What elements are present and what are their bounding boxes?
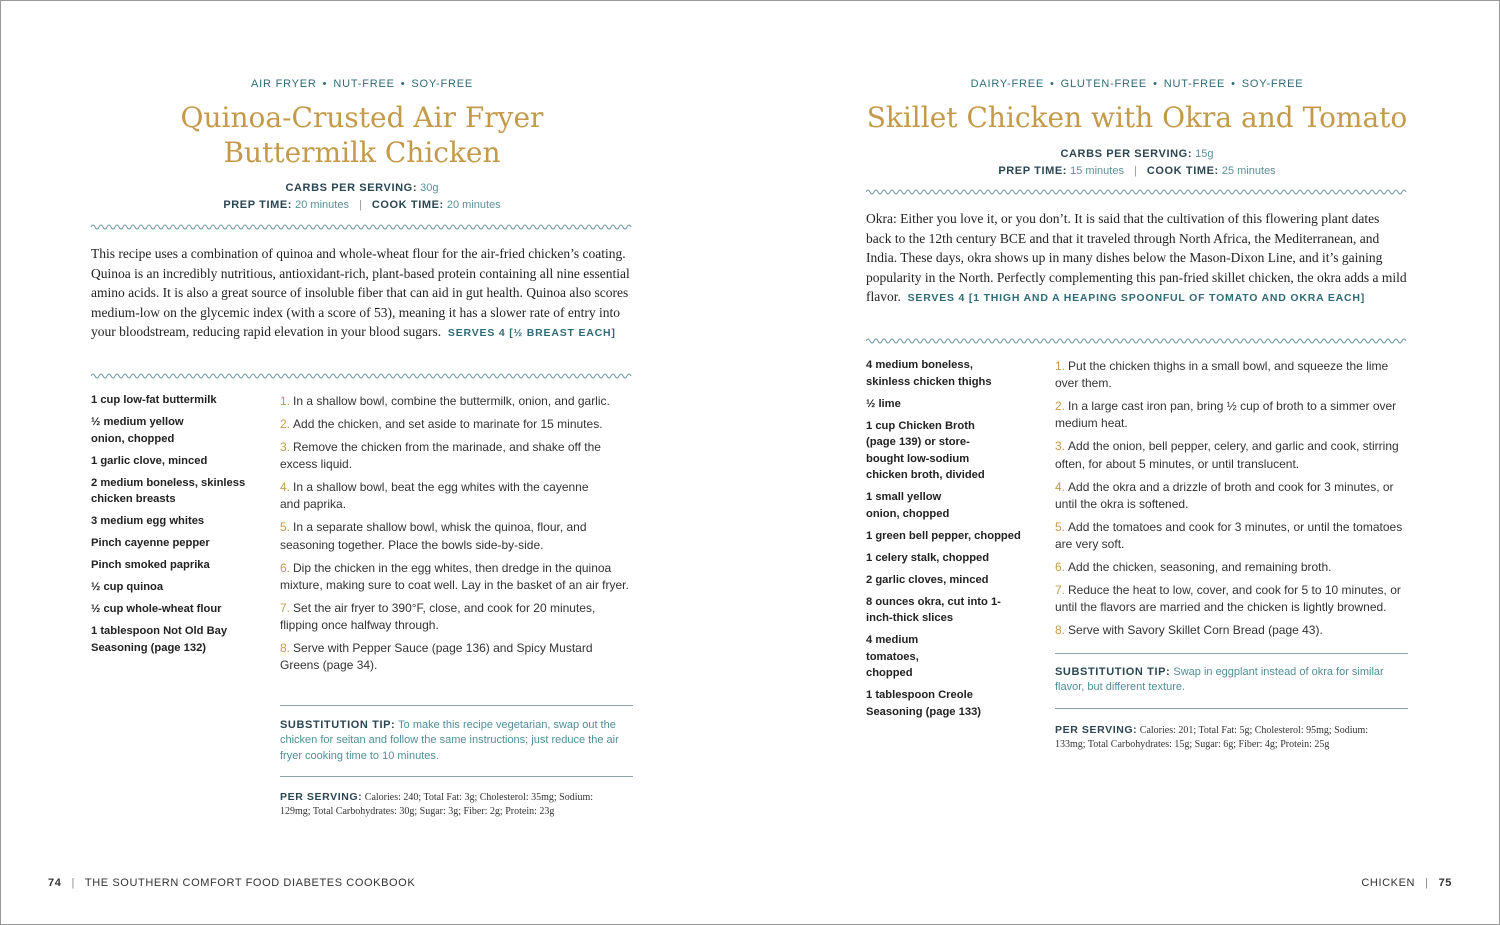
cook-label: COOK TIME: (371, 199, 444, 211)
step-item: 7. Set the air fryer to 390°F, close, and cook for 20 minutes, flipping once halfway through. (280, 600, 596, 633)
step-item: 6. Add the chicken, seasoning, and remaining broth. (1055, 560, 1332, 575)
left-intro (91, 244, 633, 344)
divider-rule (1055, 708, 1408, 709)
right-substitution-tip (1055, 665, 1408, 696)
right-footer: CHICKEN | 75 (1361, 877, 1452, 889)
divider-rule (280, 776, 633, 777)
ingredient-item: ½ cup quinoa (91, 581, 164, 593)
cook-label: COOK TIME: (1146, 165, 1219, 177)
title-line: Skillet Chicken with Okra and Tomato (866, 101, 1408, 134)
ingredient-item: Pinch smoked paprika (91, 559, 210, 571)
carbs-value: 30g (420, 182, 439, 194)
tip-text: Swap in eggplant instead of okra for similar flavor, but different texture. (1055, 666, 1384, 694)
step-item: 2. In a large cast iron pan, bring ½ cup of broth to a simmer over medium heat. (1055, 399, 1397, 431)
left-nutrition (280, 791, 600, 818)
right-ingredients-list (866, 357, 1031, 726)
left-footer: 74 | THE SOUTHERN COMFORT FOOD DIABETES COOKBOOK (48, 877, 416, 889)
ingredient-item: 2 medium boneless, skinless chicken breasts (91, 476, 246, 505)
left-steps-list (280, 393, 633, 680)
step-item: 3. Remove the chicken from the marinade, and shake off the excess liquid. (280, 440, 601, 472)
ingredient-item: 1 celery stalk, chopped (866, 551, 990, 564)
left-page (91, 0, 633, 925)
ingredient-item: 1 tablespoon Creole Seasoning (page 133) (866, 689, 982, 718)
left-recipe-title (91, 100, 633, 170)
step-item: 7. Reduce the heat to low, cover, and cook for 5 to 10 minutes, or until the flavors are married and the chicken is lightly browned. (1055, 583, 1401, 615)
per-serving-label: PER SERVING: (280, 791, 363, 803)
serves-info: SERVES 4 [1 THIGH AND A HEAPING SPOONFUL OF TOMATO AND OKRA EACH] (907, 292, 1366, 304)
wave-divider (91, 223, 633, 231)
step-item: 8. Serve with Pepper Sauce (page 136) and Spicy Mustard Greens (page 34). (280, 641, 593, 673)
tip-label: SUBSTITUTION TIP: (280, 719, 396, 731)
ingredient-item: 8 ounces okra, cut into 1-inch-thick slices (866, 595, 1001, 624)
step-item: 4. In a shallow bowl, beat the egg whites with the cayenne and paprika. (280, 480, 589, 512)
serves-info: SERVES 4 [½ BREAST EACH] (447, 327, 616, 339)
nutrition-text: Calories: 201; Total Fat: 5g; Cholesterol: 95mg; Sodium: 133mg; Total Carbohydrates: 15g; Sugar: 6g; Fiber: 4g; Protein: 25g (1055, 725, 1369, 750)
right-recipe-title (866, 100, 1408, 135)
ingredient-item: 3 medium egg whites (91, 515, 205, 527)
prep-value: 15 minutes (1070, 165, 1124, 177)
step-item: 6. Dip the chicken in the egg whites, then dredge in the quinoa mixture, making sure to coat well. Lay in the basket of an air fryer. (280, 560, 629, 592)
ingredient-item: 1 cup Chicken Broth (page 139) or store-bought low-sodium chicken broth, divided (866, 419, 985, 481)
right-intro (866, 209, 1408, 309)
carbs-label: CARBS PER SERVING: (1060, 148, 1193, 160)
page-number: 74 (48, 877, 62, 889)
step-item: 4. Add the okra and a drizzle of broth and cook for 3 minutes, or until the okra is softened. (1055, 479, 1394, 511)
step-item: 1. Put the chicken thighs in a small bowl, and squeeze the lime over them. (1055, 359, 1389, 391)
intro-text: This recipe uses a combination of quinoa and whole-wheat flour for the air-fried chicken’s coating. Quinoa is an incredibly nutritious, antioxidant-rich, plant-based protein containing all nine essential amino acids. It is also a great source of insoluble fiber that can aid in gut health. Quinoa also scores medium-low on the glycemic index (with a score of 53), meaning it has a slower rate of entry into your bloodstream, reducing rapid elevation in your blood sugars. (91, 246, 630, 339)
ingredient-item: 1 small yellow onion, chopped (866, 491, 950, 520)
step-item: 5. In a separate shallow bowl, whisk the quinoa, flour, and seasoning together. Place the bowls side-by-side. (280, 520, 587, 552)
carbs-value: 15g (1195, 148, 1214, 160)
cook-value: 25 minutes (1221, 165, 1276, 177)
right-nutrition (1055, 724, 1400, 751)
ingredient-item: 1 green bell pepper, chopped (866, 529, 1021, 542)
step-item: 5. Add the tomatoes and cook for 3 minutes, or until the tomatoes are very soft. (1055, 519, 1403, 552)
ingredient-item: ½ cup whole-wheat flour (91, 603, 222, 615)
ingredient-item: ½ medium yellow onion, chopped (91, 416, 184, 445)
ingredient-item: 1 tablespoon Not Old Bay Seasoning (page 132) (91, 625, 228, 654)
intro-text: Okra: Either you love it, or you don’t. It is said that the cultivation of this flowering plant dates back to the 12th century BCE and that it traveled through North Africa, the Mediterranean, and India. These days, okra shows up in many dishes below the Mason-Dixon Line, and it’s gaining popularity in the North. Perfectly complementing this pan-fried skillet chicken, the okra adds a mild flavor. (866, 211, 1407, 304)
title-line: Buttermilk Chicken (223, 136, 501, 169)
per-serving-label: PER SERVING: (1055, 724, 1138, 736)
right-page (866, 0, 1408, 925)
tag: SOY-FREE (411, 78, 474, 90)
cook-value: 20 minutes (446, 199, 501, 211)
wave-divider (866, 337, 1408, 345)
page-number: 75 (1438, 877, 1452, 889)
ingredient-item: 2 garlic cloves, minced (866, 573, 989, 586)
title-line: Quinoa-Crusted Air Fryer (180, 101, 544, 134)
prep-label: PREP TIME: (998, 165, 1068, 177)
right-diet-tags: DAIRY-FREE • GLUTEN-FREE • NUT-FREE • SOY-FREE (970, 78, 1304, 90)
tag: NUT-FREE (1163, 78, 1226, 90)
left-recipe-meta: CARBS PER SERVING: 30g PREP TIME: 20 minutes | COOK TIME: 20 minutes (223, 182, 501, 211)
tag: SOY-FREE (1241, 78, 1304, 90)
tag: AIR FRYER (250, 78, 317, 90)
step-item: 8. Serve with Savory Skillet Corn Bread (page 43). (1055, 623, 1323, 638)
ingredient-item: ½ lime (866, 397, 901, 410)
section-name: CHICKEN (1361, 877, 1416, 889)
tag: DAIRY-FREE (970, 78, 1044, 90)
ingredient-item: 1 cup low-fat buttermilk (91, 394, 217, 406)
tip-text: To make this recipe vegetarian, swap out the chicken for seitan and follow the same instructions; just reduce the air fryer cooking time to 10 minutes. (280, 719, 619, 762)
wave-divider (91, 372, 633, 380)
carbs-label: CARBS PER SERVING: (285, 182, 418, 194)
nutrition-text: Calories: 240; Total Fat: 3g; Cholesterol: 35mg; Sodium: 129mg; Total Carbohydrates: 30g; Sugar: 3g; Fiber: 2g; Protein: 23g (280, 792, 594, 817)
step-item: 3. Add the onion, bell pepper, celery, and garlic and cook, stirring often, for about 5 minutes, or until translucent. (1055, 439, 1399, 471)
tag: NUT-FREE (333, 78, 395, 90)
divider-rule (1055, 653, 1408, 654)
prep-label: PREP TIME: (223, 199, 293, 211)
ingredient-item: 4 medium tomatoes, chopped (866, 634, 919, 679)
tip-label: SUBSTITUTION TIP: (1055, 666, 1171, 678)
left-diet-tags: AIR FRYER • NUT-FREE • SOY-FREE (250, 78, 474, 90)
right-recipe-meta: CARBS PER SERVING: 15g PREP TIME: 15 minutes | COOK TIME: 25 minutes (998, 148, 1276, 177)
ingredient-item: 4 medium boneless, skinless chicken thighs (866, 359, 992, 388)
right-steps-list (1055, 358, 1408, 645)
left-ingredients-list (91, 392, 256, 662)
tag: GLUTEN-FREE (1060, 78, 1148, 90)
wave-divider (866, 188, 1408, 196)
book-title: THE SOUTHERN COMFORT FOOD DIABETES COOKBOOK (84, 877, 416, 889)
divider-rule (280, 705, 633, 706)
prep-value: 20 minutes (295, 199, 349, 211)
step-item: 1. In a shallow bowl, combine the buttermilk, onion, and garlic. (280, 394, 610, 408)
left-substitution-tip (280, 718, 633, 764)
ingredient-item: 1 garlic clove, minced (91, 454, 208, 467)
ingredient-item: Pinch cayenne pepper (91, 537, 210, 549)
step-item: 2. Add the chicken, and set aside to marinate for 15 minutes. (280, 417, 603, 431)
